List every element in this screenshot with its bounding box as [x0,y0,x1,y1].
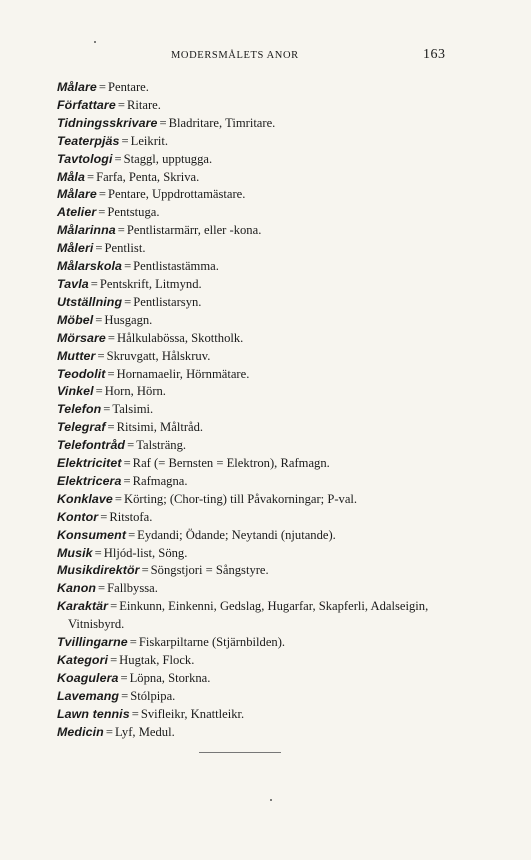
page-number: 163 [423,47,446,62]
entry-definition: Fiskarpiltarne (Stjärnbilden). [138,635,286,650]
equals-sign: = [90,276,98,291]
equals-sign: = [105,724,113,739]
glossary-entry [57,491,512,509]
equals-sign: = [128,527,136,542]
equals-sign: = [141,563,149,578]
glossary-entry [57,330,512,348]
equals-sign: = [131,706,139,721]
equals-sign: = [123,456,131,471]
entry-term: Telefon [57,402,102,417]
equals-sign: = [107,330,116,345]
print-speck [270,799,272,801]
equals-sign: = [107,420,115,435]
entry-term: Konklave [57,491,113,506]
equals-sign: = [114,491,123,506]
glossary-entry [57,115,512,133]
entry-definition: Pentlistarmärr, eller -kona. [126,223,262,238]
equals-sign: = [107,366,115,381]
equals-sign: = [98,187,106,202]
equals-sign: = [94,545,102,560]
entry-term: Telefontråd [57,438,126,453]
entry-term: Vinkel [57,384,94,399]
entry-definition: Hornamaelir, Hörnmätare. [116,366,250,381]
equals-sign: = [117,223,125,238]
equals-sign: = [124,259,132,274]
glossary-entry [57,383,512,401]
equals-sign: = [114,151,122,166]
entry-definition: Pentare, Uppdrottamästare. [107,187,246,202]
glossary-entry [57,133,512,151]
glossary-entry [57,670,512,688]
equals-sign: = [103,402,111,417]
glossary-entry [57,527,512,545]
glossary-entry [57,724,512,742]
entry-term: Elektricera [57,473,122,488]
entry-definition: Horn, Hörn. [104,384,166,399]
entry-definition: Körting; (Chor-ting) till Påvakorningar; P-val. [124,491,358,506]
entry-definition: Stólpipa. [130,688,176,703]
entry-term: Musik [57,545,93,560]
equals-sign: = [121,688,129,703]
entry-definition: Einkunn, Einkenni, Gedslag, Hugarfar, Skapferli, Adalseigin, [119,599,429,614]
entry-term: Måleri [57,241,94,256]
equals-sign: = [123,473,131,488]
entry-term: Teodolit [57,366,106,381]
glossary-entry [57,276,512,294]
entry-term: Tvillingarne [57,635,128,650]
entry-definition: Rafmagna. [132,473,188,488]
entry-definition: Farfa, Penta, Skriva. [96,169,200,184]
entry-definition: Pentstuga. [107,205,160,220]
glossary-entry [57,688,512,706]
entry-term: Tidningsskrivare [57,115,158,130]
glossary-list [57,79,512,742]
equals-sign: = [95,241,103,256]
entry-term: Kategori [57,653,109,667]
entry-definition: Talsträng. [136,438,187,453]
entry-term: Karaktär [57,599,109,614]
equals-sign: = [100,509,108,524]
entry-definition: Pentlistarsyn. [133,294,202,309]
glossary-entry [57,634,512,652]
entry-term: Lavemang [57,688,120,703]
glossary-entry [57,294,512,312]
glossary-entry [57,437,512,455]
entry-definition: Eydandi; Ödande; Neytandi (njutande). [137,527,336,542]
entry-term: Mutter [57,348,96,363]
equals-sign: = [97,348,105,363]
entry-definition: Husgagn. [104,312,153,327]
glossary-entry [57,186,512,204]
running-title: MODERSMÅLETS ANOR [171,50,299,61]
entry-term: Tavla [57,276,89,291]
entry-term: Måla [57,169,85,184]
equals-sign: = [124,294,132,309]
entry-term: Konsument [57,527,127,542]
equals-sign: = [127,438,135,453]
glossary-entry [57,580,512,598]
equals-sign: = [110,653,118,667]
entry-term: Kontor [57,509,99,524]
equals-sign: = [110,599,118,614]
glossary-entry [57,706,512,724]
entry-term: Målarinna [57,223,116,238]
entry-term: Författare [57,97,116,112]
equals-sign: = [98,205,106,220]
entry-definition: Fallbyssa. [107,581,158,596]
entry-definition: Ritsimi, Måltråd. [116,420,204,435]
entry-definition: Pentlist. [104,241,146,256]
entry-term: Lawn tennis [57,706,130,721]
glossary-entry [57,598,512,634]
glossary-entry [57,509,512,527]
entry-term: Målarskola [57,259,123,274]
entry-definition-continued: Vitnisbyrd. [68,617,125,632]
entry-term: Möbel [57,312,94,327]
equals-sign: = [86,169,95,184]
glossary-entry [57,419,512,437]
entry-term: Målare [57,80,97,94]
end-rule [199,752,281,753]
glossary-entry [57,455,512,473]
entry-definition: Löpna, Storkna. [129,670,211,685]
equals-sign: = [95,384,103,399]
glossary-entry [57,169,512,187]
entry-definition: Skruvgatt, Hålskruv. [106,348,211,363]
glossary-entry [57,222,512,240]
entry-term: Teaterpjäs [57,133,120,148]
glossary-entry [57,97,512,115]
entry-definition: Pentare. [107,80,149,94]
entry-definition: Söngstjori = Sångstyre. [150,563,269,578]
entry-definition: Pentlistastämma. [133,259,219,274]
entry-definition: Hljód-list, Söng. [103,545,188,560]
entry-term: Mörsare [57,330,106,345]
entry-term: Medicin [57,724,104,739]
glossary-entry [57,473,512,491]
entry-term: Målare [57,187,97,202]
entry-definition: Talsimi. [112,402,154,417]
entry-definition: Svifleikr, Knattleikr. [140,706,245,721]
entry-term: Atelier [57,205,97,220]
entry-definition: Leikrit. [130,133,169,148]
glossary-entry [57,79,512,97]
glossary-entry [57,366,512,384]
entry-term: Kanon [57,581,97,596]
equals-sign: = [159,115,167,130]
entry-definition: Hugtak, Flock. [119,653,195,667]
entry-term: Musikdirektör [57,563,140,578]
entry-definition: Raf (= Bernsten = Elektron), Rafmagn. [132,456,330,471]
glossary-entry [57,545,512,563]
glossary-entry [57,240,512,258]
glossary-entry [57,204,512,222]
glossary-entry [57,562,512,580]
print-speck [94,41,96,43]
equals-sign: = [98,80,106,94]
entry-term: Koagulera [57,670,119,685]
entry-definition: Pentskrift, Litmynd. [99,276,202,291]
page-header [0,47,531,66]
equals-sign: = [98,581,106,596]
equals-sign: = [117,97,125,112]
entry-definition: Bladritare, Timritare. [168,115,276,130]
glossary-entry [57,348,512,366]
entry-definition: Ritare. [126,97,161,112]
entry-term: Elektricitet [57,456,122,471]
entry-definition: Hålkulabössa, Skottholk. [117,330,244,345]
glossary-entry [57,258,512,276]
entry-term: Telegraf [57,420,106,435]
equals-sign: = [120,670,128,685]
entry-definition: Ritstofa. [109,509,153,524]
equals-sign: = [95,312,103,327]
entry-definition: Lyf, Medul. [114,724,175,739]
entry-term: Utställning [57,294,123,309]
glossary-entry [57,312,512,330]
equals-sign: = [121,133,129,148]
glossary-entry [57,401,512,419]
entry-definition: Staggl, upptugga. [123,151,213,166]
entry-term: Tavtologi [57,151,113,166]
glossary-entry [57,151,512,169]
glossary-entry [57,652,512,670]
equals-sign: = [129,635,137,650]
